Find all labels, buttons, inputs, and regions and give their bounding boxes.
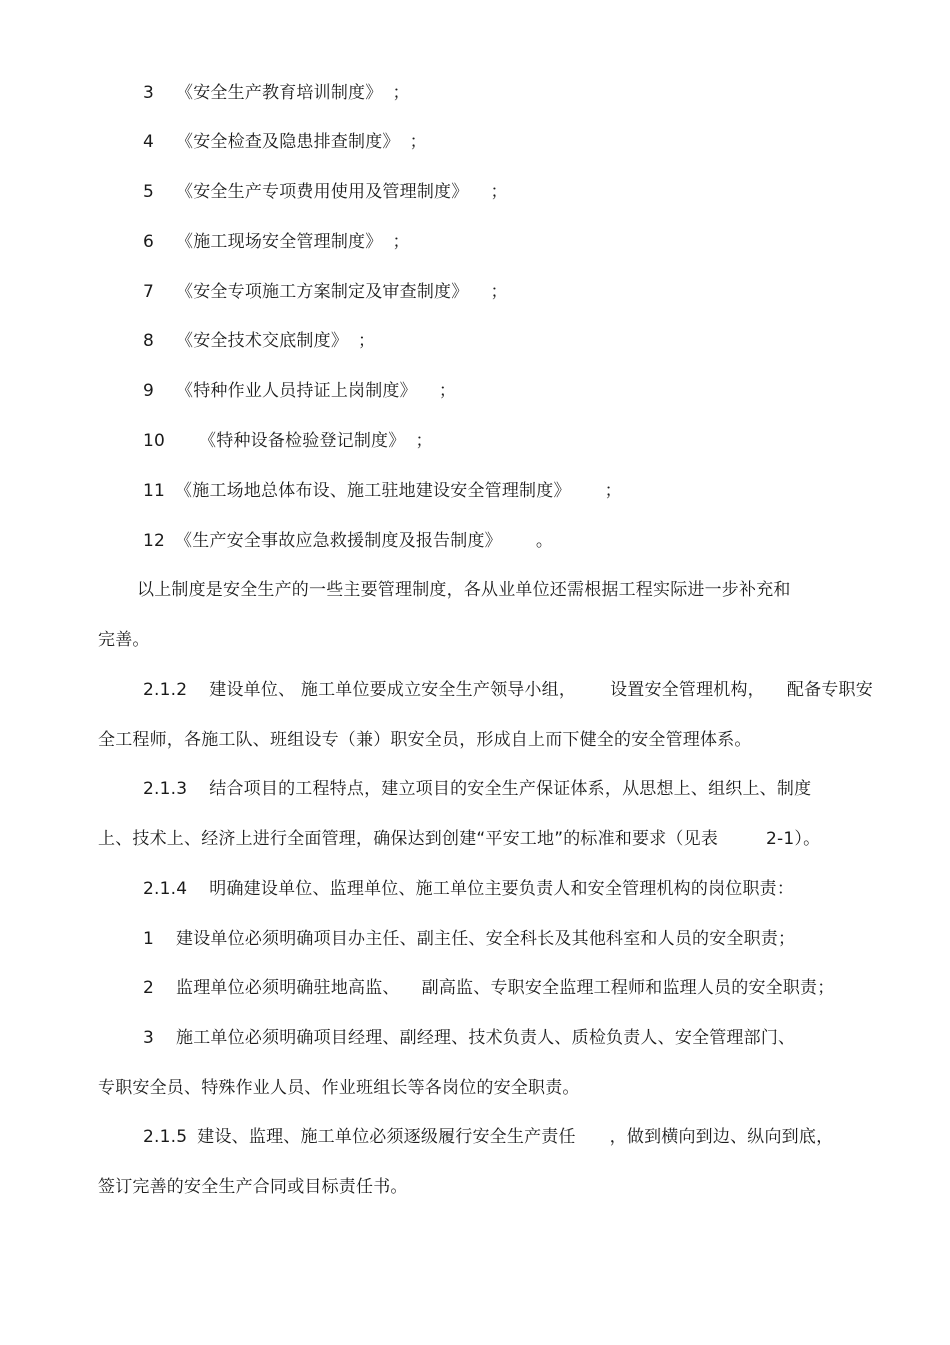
- section-2-1-2-line-2: 全工程师，各施工队、班组设专（兼）职安全员，形成自上而下健全的安全管理体系。: [98, 730, 752, 750]
- duty-item: 2 监理单位必须明确驻地高监、 副高监、专职安全监理工程师和监理人员的安全职责；: [143, 978, 835, 998]
- summary-line-2: 完善。: [98, 630, 150, 650]
- list-item: 11 《施工场地总体布设、施工驻地建设安全管理制度》 ；: [143, 481, 622, 501]
- section-2-1-5-line-2: 签订完善的安全生产合同或目标责任书。: [98, 1177, 408, 1197]
- list-item: 12 《生产安全事故应急救援制度及报告制度》 。: [143, 531, 554, 551]
- list-item: 10 《特种设备检验登记制度》 ；: [143, 431, 433, 451]
- section-2-1-2-line-1: 2.1.2 建设单位、 施工单位要成立安全生产领导小组， 设置安全管理机构， 配备专职安: [143, 680, 873, 700]
- list-item: 6 《施工现场安全管理制度》 ；: [143, 232, 410, 252]
- summary-line-1: 以上制度是安全生产的一些主要管理制度，各从业单位还需根据工程实际进一步补充和: [137, 580, 791, 600]
- section-2-1-3-line-1: 2.1.3 结合项目的工程特点，建立项目的安全生产保证体系，从思想上、组织上、制度: [143, 779, 812, 799]
- duty-item: 3 施工单位必须明确项目经理、副经理、技术负责人、质检负责人、安全管理部门、: [143, 1028, 796, 1048]
- list-item: 3 《安全生产教育培训制度》 ；: [143, 83, 410, 103]
- list-item: 9 《特种作业人员持证上岗制度》 ；: [143, 381, 457, 401]
- list-item: 4 《安全检查及隐患排查制度》 ；: [143, 132, 427, 152]
- section-number: 2.1.4: [143, 879, 188, 899]
- section-2-1-5-line-1: 2.1.5 建设、监理、施工单位必须逐级履行安全生产责任 ，做到横向到边、纵向到底，: [143, 1127, 834, 1147]
- list-item: 8 《安全技术交底制度》 ；: [143, 331, 376, 351]
- section-2-1-4-line-1: 2.1.4 明确建设单位、监理单位、施工单位主要负责人和安全管理机构的岗位职责：: [143, 879, 795, 899]
- duty-item-continued: 专职安全员、特殊作业人员、作业班组长等各岗位的安全职责。: [98, 1078, 580, 1098]
- list-item: 7 《安全专项施工方案制定及审查制度》 ；: [143, 282, 508, 302]
- section-number: 2.1.3: [143, 779, 188, 799]
- section-number: 2.1.5: [143, 1127, 188, 1147]
- list-item: 5 《安全生产专项费用使用及管理制度》 ；: [143, 182, 508, 202]
- section-number: 2.1.2: [143, 680, 188, 700]
- section-2-1-3-line-2: 上、技术上、经济上进行全面管理，确保达到创建“平安工地”的标准和要求（见表 2-1）。: [98, 829, 821, 849]
- duty-item: 1 建设单位必须明确项目办主任、副主任、安全科长及其他科室和人员的安全职责；: [143, 929, 796, 949]
